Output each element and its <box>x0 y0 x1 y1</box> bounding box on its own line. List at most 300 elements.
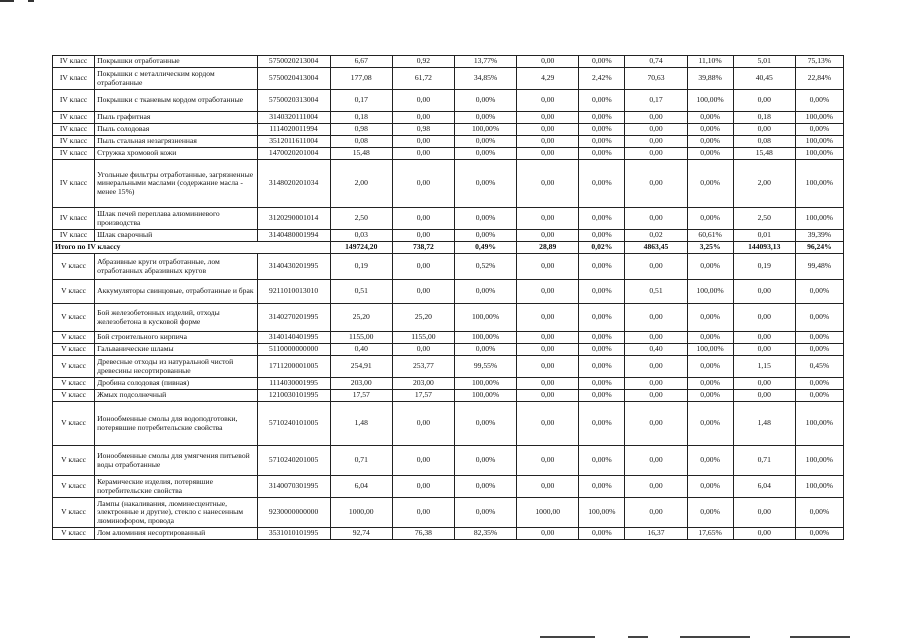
table-row <box>53 56 844 68</box>
value-cell: 1,48 <box>330 402 392 446</box>
value-cell: 0,00 <box>625 332 687 344</box>
value-cell: 99,55% <box>454 356 516 378</box>
table-row <box>53 112 844 124</box>
total-label: Итого по IV классу <box>53 242 331 254</box>
value-cell: 0,00% <box>454 446 516 476</box>
waste-name-cell: Шлак сварочный <box>95 230 257 242</box>
value-cell: 15,48 <box>330 148 392 160</box>
value-cell: 0,00% <box>687 476 733 498</box>
value-cell: 100,00% <box>454 332 516 344</box>
hazard-class-cell: V класс <box>53 254 95 280</box>
hazard-class-cell: V класс <box>53 476 95 498</box>
value-cell: 0,08 <box>330 136 392 148</box>
total-row <box>53 242 844 254</box>
hazard-class-cell: IV класс <box>53 230 95 242</box>
value-cell: 0,00% <box>579 280 625 304</box>
waste-name-cell: Дробина солодовая (пивная) <box>95 378 257 390</box>
value-cell: 0,00% <box>687 498 733 528</box>
waste-code-cell: 3140070301995 <box>257 476 330 498</box>
value-cell: 0,00 <box>625 356 687 378</box>
value-cell: 0,00 <box>392 136 454 148</box>
value-cell: 0,00% <box>579 332 625 344</box>
table-row <box>53 528 844 540</box>
value-cell: 0,00% <box>795 280 843 304</box>
value-cell: 0,00 <box>517 528 579 540</box>
waste-name-cell: Бой железобетонных изделий, отходы железобетона в кусковой форме <box>95 304 257 332</box>
value-cell: 0,51 <box>625 280 687 304</box>
hazard-class-cell: IV класс <box>53 68 95 90</box>
table-row <box>53 160 844 208</box>
value-cell: 0,00 <box>517 402 579 446</box>
value-cell: 0,00 <box>625 160 687 208</box>
value-cell: 100,00% <box>454 124 516 136</box>
waste-code-cell: 3120290001014 <box>257 208 330 230</box>
value-cell: 0,00 <box>733 528 795 540</box>
value-cell: 0,00% <box>579 112 625 124</box>
waste-name-cell: Ионообменные смолы для умягчения питьевой воды отработанные <box>95 446 257 476</box>
value-cell: 2,42% <box>579 68 625 90</box>
value-cell: 25,20 <box>330 304 392 332</box>
waste-code-cell: 3140480001994 <box>257 230 330 242</box>
value-cell: 0,00 <box>392 90 454 112</box>
value-cell: 0,00 <box>517 446 579 476</box>
value-cell: 0,01 <box>733 230 795 242</box>
waste-name-cell: Стружка хромовой кожи <box>95 148 257 160</box>
value-cell: 0,17 <box>330 90 392 112</box>
waste-table <box>52 55 844 540</box>
table-row <box>53 208 844 230</box>
value-cell: 100,00% <box>687 344 733 356</box>
value-cell: 0,00% <box>454 344 516 356</box>
value-cell: 0,00% <box>579 56 625 68</box>
value-cell: 0,00% <box>579 390 625 402</box>
table-row <box>53 280 844 304</box>
value-cell: 0,00% <box>795 528 843 540</box>
value-cell: 75,13% <box>795 56 843 68</box>
value-cell: 6,04 <box>330 476 392 498</box>
value-cell: 0,00 <box>392 254 454 280</box>
value-cell: 203,00 <box>330 378 392 390</box>
hazard-class-cell: IV класс <box>53 208 95 230</box>
value-cell: 203,00 <box>392 378 454 390</box>
value-cell: 0,00% <box>454 148 516 160</box>
value-cell: 0,18 <box>733 112 795 124</box>
value-cell: 0,18 <box>330 112 392 124</box>
value-cell: 0,00 <box>625 378 687 390</box>
value-cell: 0,00 <box>517 390 579 402</box>
value-cell: 0,00% <box>579 90 625 112</box>
value-cell: 0,00 <box>392 402 454 446</box>
waste-name-cell: Абразивные круги отработанные, лом отработанных абразивных кругов <box>95 254 257 280</box>
table-row <box>53 390 844 402</box>
value-cell: 0,00 <box>625 148 687 160</box>
value-cell: 0,71 <box>330 446 392 476</box>
value-cell: 60,61% <box>687 230 733 242</box>
hazard-class-cell: V класс <box>53 498 95 528</box>
value-cell: 100,00% <box>454 390 516 402</box>
value-cell: 0,00 <box>625 476 687 498</box>
waste-code-cell: 3531010101995 <box>257 528 330 540</box>
value-cell: 100,00% <box>795 148 843 160</box>
scan-edge-mark <box>790 636 850 638</box>
value-cell: 0,00 <box>392 148 454 160</box>
value-cell: 100,00% <box>795 112 843 124</box>
value-cell: 0,00 <box>517 344 579 356</box>
waste-name-cell: Лампы (накаливания, люминесцентные, электронные и другие), стекло с нанесенным люминофором, провода <box>95 498 257 528</box>
value-cell: 11,10% <box>687 56 733 68</box>
value-cell: 100,00% <box>795 476 843 498</box>
hazard-class-cell: V класс <box>53 304 95 332</box>
hazard-class-cell: V класс <box>53 378 95 390</box>
value-cell: 0,00% <box>579 402 625 446</box>
value-cell: 0,00% <box>579 378 625 390</box>
table-row <box>53 446 844 476</box>
hazard-class-cell: IV класс <box>53 124 95 136</box>
value-cell: 5,01 <box>733 56 795 68</box>
value-cell: 0,00 <box>517 112 579 124</box>
value-cell: 0,00 <box>733 90 795 112</box>
value-cell: 100,00% <box>795 402 843 446</box>
value-cell: 100,00% <box>579 498 625 528</box>
value-cell: 0,00% <box>687 124 733 136</box>
hazard-class-cell: V класс <box>53 528 95 540</box>
value-cell: 0,00 <box>392 112 454 124</box>
hazard-class-cell: IV класс <box>53 148 95 160</box>
value-cell: 61,72 <box>392 68 454 90</box>
value-cell: 92,74 <box>330 528 392 540</box>
value-cell: 100,00% <box>795 136 843 148</box>
value-cell: 0,00 <box>517 90 579 112</box>
value-cell: 0,00% <box>454 160 516 208</box>
value-cell: 6,67 <box>330 56 392 68</box>
waste-name-cell: Покрышки с металлическим кордом отработанные <box>95 68 257 90</box>
value-cell: 0,00 <box>733 378 795 390</box>
value-cell: 0,00% <box>454 90 516 112</box>
value-cell: 0,00% <box>795 124 843 136</box>
value-cell: 0,00 <box>625 402 687 446</box>
value-cell: 0,00% <box>795 390 843 402</box>
value-cell: 0,00 <box>625 390 687 402</box>
value-cell: 2,00 <box>733 160 795 208</box>
waste-table-body <box>53 56 844 540</box>
value-cell: 0,00% <box>687 446 733 476</box>
value-cell: 0,45% <box>795 356 843 378</box>
value-cell: 15,48 <box>733 148 795 160</box>
value-cell: 0,00 <box>733 332 795 344</box>
value-cell: 0,00 <box>517 160 579 208</box>
value-cell: 0,00% <box>687 136 733 148</box>
value-cell: 0,00% <box>579 344 625 356</box>
value-cell: 0,00 <box>625 254 687 280</box>
value-cell: 0,00 <box>392 230 454 242</box>
value-cell: 1000,00 <box>517 498 579 528</box>
waste-code-cell: 5750020413004 <box>257 68 330 90</box>
value-cell: 0,00% <box>579 136 625 148</box>
value-cell: 0,00 <box>517 148 579 160</box>
table-row <box>53 476 844 498</box>
value-cell: 0,00% <box>687 332 733 344</box>
value-cell: 0,00 <box>517 304 579 332</box>
value-cell: 4863,45 <box>625 242 687 254</box>
waste-code-cell: 5710240101005 <box>257 402 330 446</box>
value-cell: 0,00 <box>392 280 454 304</box>
value-cell: 0,00% <box>454 476 516 498</box>
value-cell: 100,00% <box>454 378 516 390</box>
value-cell: 0,00 <box>517 136 579 148</box>
value-cell: 0,00 <box>392 476 454 498</box>
value-cell: 82,35% <box>454 528 516 540</box>
value-cell: 0,08 <box>733 136 795 148</box>
waste-name-cell: Керамические изделия, потерявшие потребительские свойства <box>95 476 257 498</box>
hazard-class-cell: IV класс <box>53 90 95 112</box>
value-cell: 0,00 <box>517 378 579 390</box>
table-row <box>53 148 844 160</box>
value-cell: 0,00 <box>517 254 579 280</box>
waste-code-cell: 3140430201995 <box>257 254 330 280</box>
waste-name-cell: Покрышки с тканевым кордом отработанные <box>95 90 257 112</box>
value-cell: 0,00 <box>733 498 795 528</box>
value-cell: 0,00% <box>687 148 733 160</box>
value-cell: 253,77 <box>392 356 454 378</box>
value-cell: 100,00% <box>454 304 516 332</box>
value-cell: 2,50 <box>330 208 392 230</box>
value-cell: 0,00% <box>454 402 516 446</box>
value-cell: 0,00 <box>625 208 687 230</box>
waste-code-cell: 5750020313004 <box>257 90 330 112</box>
value-cell: 1155,00 <box>392 332 454 344</box>
hazard-class-cell: IV класс <box>53 56 95 68</box>
value-cell: 0,00% <box>579 476 625 498</box>
value-cell: 0,00 <box>625 446 687 476</box>
value-cell: 0,98 <box>330 124 392 136</box>
value-cell: 40,45 <box>733 68 795 90</box>
value-cell: 0,00% <box>795 90 843 112</box>
value-cell: 0,00% <box>579 230 625 242</box>
value-cell: 0,00 <box>392 498 454 528</box>
hazard-class-cell: V класс <box>53 446 95 476</box>
hazard-class-cell: V класс <box>53 402 95 446</box>
waste-code-cell: 3140140401995 <box>257 332 330 344</box>
value-cell: 0,00% <box>795 332 843 344</box>
value-cell: 0,00% <box>687 378 733 390</box>
value-cell: 0,00 <box>625 124 687 136</box>
scan-edge-mark <box>28 0 34 2</box>
waste-name-cell: Пыль стальная незагрязненная <box>95 136 257 148</box>
value-cell: 1000,00 <box>330 498 392 528</box>
value-cell: 16,37 <box>625 528 687 540</box>
waste-name-cell: Пыль солодовая <box>95 124 257 136</box>
value-cell: 0,00 <box>392 208 454 230</box>
value-cell: 0,00% <box>579 208 625 230</box>
value-cell: 177,08 <box>330 68 392 90</box>
value-cell: 0,00 <box>517 356 579 378</box>
table-row <box>53 304 844 332</box>
waste-name-cell: Ионообменные смолы для водоподготовки, потерявшие потребительские свойства <box>95 402 257 446</box>
value-cell: 0,00% <box>795 304 843 332</box>
waste-code-cell: 5750020213004 <box>257 56 330 68</box>
value-cell: 39,88% <box>687 68 733 90</box>
value-cell: 0,00% <box>454 112 516 124</box>
value-cell: 100,00% <box>687 90 733 112</box>
value-cell: 0,00% <box>579 160 625 208</box>
table-row <box>53 402 844 446</box>
value-cell: 0,00% <box>454 136 516 148</box>
waste-code-cell: 1114020011994 <box>257 124 330 136</box>
value-cell: 96,24% <box>795 242 843 254</box>
hazard-class-cell: IV класс <box>53 112 95 124</box>
value-cell: 0,00 <box>517 332 579 344</box>
value-cell: 0,03 <box>330 230 392 242</box>
value-cell: 0,00% <box>454 280 516 304</box>
value-cell: 17,57 <box>392 390 454 402</box>
waste-code-cell: 3148020201034 <box>257 160 330 208</box>
waste-code-cell: 1470020201004 <box>257 148 330 160</box>
value-cell: 0,00 <box>733 304 795 332</box>
value-cell: 0,00% <box>579 124 625 136</box>
value-cell: 1,15 <box>733 356 795 378</box>
scan-edge-mark <box>680 636 750 638</box>
value-cell: 0,00 <box>625 112 687 124</box>
value-cell: 0,00 <box>625 304 687 332</box>
hazard-class-cell: IV класс <box>53 136 95 148</box>
value-cell: 0,00% <box>687 254 733 280</box>
waste-code-cell: 9230000000000 <box>257 498 330 528</box>
value-cell: 0,00% <box>579 254 625 280</box>
hazard-class-cell: V класс <box>53 280 95 304</box>
hazard-class-cell: V класс <box>53 332 95 344</box>
value-cell: 3,25% <box>687 242 733 254</box>
value-cell: 0,00% <box>454 208 516 230</box>
value-cell: 39,39% <box>795 230 843 242</box>
table-row <box>53 230 844 242</box>
value-cell: 0,00% <box>579 304 625 332</box>
value-cell: 70,63 <box>625 68 687 90</box>
value-cell: 0,00% <box>687 112 733 124</box>
table-row <box>53 136 844 148</box>
value-cell: 149724,20 <box>330 242 392 254</box>
waste-name-cell: Угольные фильтры отработанные, загрязненные минеральными маслами (содержание масла - менее 15%) <box>95 160 257 208</box>
value-cell: 25,20 <box>392 304 454 332</box>
value-cell: 0,02% <box>579 242 625 254</box>
value-cell: 0,19 <box>733 254 795 280</box>
value-cell: 0,00% <box>687 160 733 208</box>
value-cell: 254,91 <box>330 356 392 378</box>
waste-name-cell: Древесные отходы из натуральной чистой древесины несортированные <box>95 356 257 378</box>
value-cell: 0,00% <box>687 402 733 446</box>
waste-code-cell: 9211010013010 <box>257 280 330 304</box>
value-cell: 100,00% <box>795 160 843 208</box>
value-cell: 0,00 <box>392 344 454 356</box>
value-cell: 1,48 <box>733 402 795 446</box>
waste-code-cell: 3140270201995 <box>257 304 330 332</box>
waste-name-cell: Аккумуляторы свинцовые, отработанные и брак <box>95 280 257 304</box>
hazard-class-cell: V класс <box>53 390 95 402</box>
value-cell: 0,00 <box>517 208 579 230</box>
value-cell: 0,74 <box>625 56 687 68</box>
value-cell: 144093,13 <box>733 242 795 254</box>
value-cell: 0,00% <box>579 356 625 378</box>
value-cell: 0,00 <box>517 124 579 136</box>
value-cell: 0,00% <box>687 208 733 230</box>
table-row <box>53 498 844 528</box>
waste-name-cell: Гальванические шламы <box>95 344 257 356</box>
value-cell: 0,71 <box>733 446 795 476</box>
waste-code-cell: 3512011611004 <box>257 136 330 148</box>
table-row <box>53 124 844 136</box>
value-cell: 0,17 <box>625 90 687 112</box>
scan-edge-mark <box>0 0 14 2</box>
value-cell: 0,00% <box>454 230 516 242</box>
value-cell: 0,00% <box>454 498 516 528</box>
waste-code-cell: 3140320111004 <box>257 112 330 124</box>
scan-edge-mark <box>540 636 595 638</box>
table-row <box>53 356 844 378</box>
value-cell: 17,57 <box>330 390 392 402</box>
value-cell: 0,00 <box>733 390 795 402</box>
table-row <box>53 254 844 280</box>
value-cell: 13,77% <box>454 56 516 68</box>
hazard-class-cell: IV класс <box>53 160 95 208</box>
value-cell: 0,98 <box>392 124 454 136</box>
waste-code-cell: 1114030001995 <box>257 378 330 390</box>
value-cell: 0,00% <box>687 304 733 332</box>
value-cell: 0,00 <box>733 124 795 136</box>
value-cell: 738,72 <box>392 242 454 254</box>
value-cell: 0,00 <box>625 136 687 148</box>
value-cell: 0,40 <box>330 344 392 356</box>
value-cell: 1155,00 <box>330 332 392 344</box>
waste-code-cell: 1711200001005 <box>257 356 330 378</box>
value-cell: 0,00% <box>795 344 843 356</box>
waste-name-cell: Жмых подсолнечный <box>95 390 257 402</box>
value-cell: 100,00% <box>795 208 843 230</box>
value-cell: 0,00 <box>733 280 795 304</box>
table-row <box>53 378 844 390</box>
hazard-class-cell: V класс <box>53 356 95 378</box>
value-cell: 28,89 <box>517 242 579 254</box>
waste-name-cell: Пыль графитная <box>95 112 257 124</box>
value-cell: 0,00 <box>517 230 579 242</box>
table-row <box>53 344 844 356</box>
waste-name-cell: Покрышки отработанные <box>95 56 257 68</box>
waste-name-cell: Бой строительного кирпича <box>95 332 257 344</box>
value-cell: 0,49% <box>454 242 516 254</box>
value-cell: 6,04 <box>733 476 795 498</box>
value-cell: 100,00% <box>795 446 843 476</box>
value-cell: 0,00 <box>392 160 454 208</box>
value-cell: 22,84% <box>795 68 843 90</box>
value-cell: 76,38 <box>392 528 454 540</box>
value-cell: 4,29 <box>517 68 579 90</box>
value-cell: 0,00% <box>579 446 625 476</box>
value-cell: 0,00 <box>517 476 579 498</box>
value-cell: 0,00 <box>392 446 454 476</box>
value-cell: 34,85% <box>454 68 516 90</box>
value-cell: 0,00% <box>579 528 625 540</box>
value-cell: 17,65% <box>687 528 733 540</box>
value-cell: 0,92 <box>392 56 454 68</box>
value-cell: 0,00% <box>687 356 733 378</box>
value-cell: 0,00% <box>795 378 843 390</box>
value-cell: 0,02 <box>625 230 687 242</box>
value-cell: 0,40 <box>625 344 687 356</box>
waste-code-cell: 1210030101995 <box>257 390 330 402</box>
scan-edge-mark <box>628 636 648 638</box>
waste-name-cell: Лом алюминия несортированный <box>95 528 257 540</box>
value-cell: 0,51 <box>330 280 392 304</box>
value-cell: 0,00 <box>517 56 579 68</box>
value-cell: 99,48% <box>795 254 843 280</box>
